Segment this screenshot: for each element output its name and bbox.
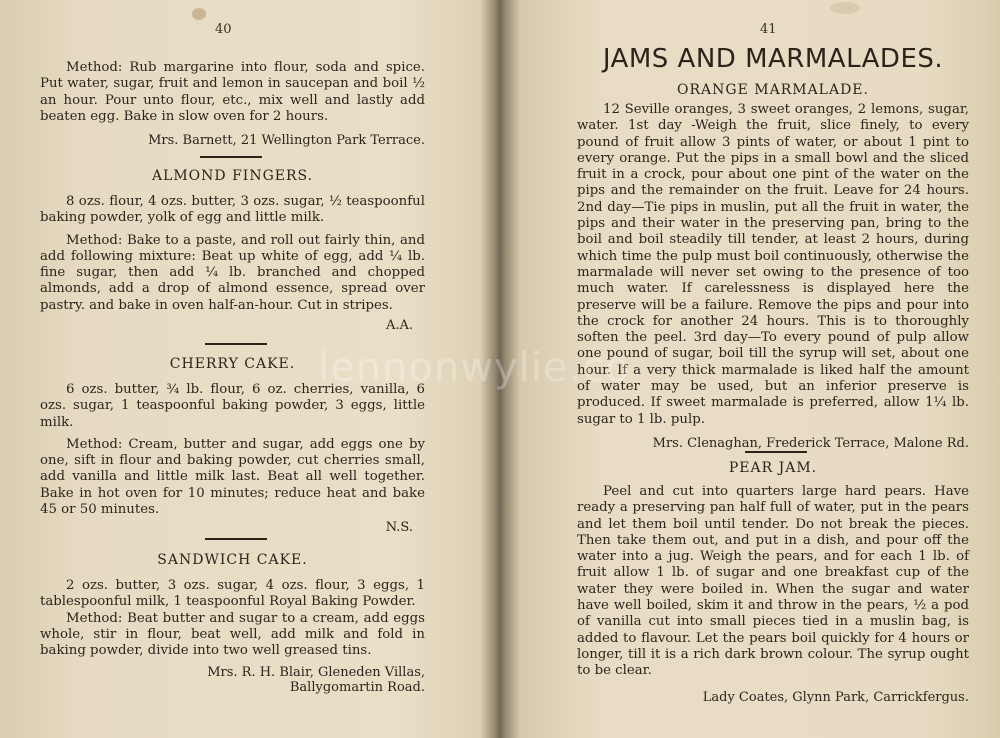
recipe-title: PEAR JAM.: [728, 460, 818, 476]
recipe-signature-line2: Ballygomartin Road.: [289, 680, 425, 696]
right-page: [505, 0, 1000, 738]
watermark: lennonwylie.co: [318, 345, 631, 391]
page-number: 41: [760, 22, 777, 37]
recipe-almond-fingers: [40, 168, 425, 333]
recipe-title: ORANGE MARMALADE.: [677, 82, 869, 98]
left-page: [0, 0, 495, 738]
recipe-signature: Mrs. R. H. Blair, Gleneden Villas,: [207, 665, 425, 681]
section-title: JAMS AND MARMALADES.: [602, 44, 944, 74]
divider: [205, 343, 267, 345]
recipe-method: Method: Beat butter and sugar to a cream, add eggs whole, stir in flour, beat well, add milk and fold in baking powder, divide into two well greased tins.: [40, 610, 425, 659]
recipe-previous: [40, 60, 425, 148]
recipe-method: Method: Cream, butter and sugar, add eggs one by one, sift in flour and baking powder, cut cherries small, add vanilla and little milk last. Beat all well together. Bake in hot oven for 10 minutes; reduce heat and bake 45 or 50 minutes.: [40, 436, 425, 518]
recipe-cherry-cake: [40, 356, 425, 535]
divider: [200, 156, 262, 158]
recipe-ingredients: 8 ozs. flour, 4 ozs. butter, 3 ozs. sugar, ½ teaspoonful baking powder, yolk of egg and little milk.: [40, 194, 425, 226]
recipe-method: Method: Bake to a paste, and roll out fairly thin, and add following mixture: Beat up white of egg, add ¼ lb. fine sugar, then add ¼ lb. branched and chopped almonds, add a drop of almond essence, spread over pastry. and bake in oven half-an-hour. Cut in stripes.: [40, 232, 425, 313]
recipe-pear-jam: [577, 460, 969, 705]
recipe-signature: A.A.: [385, 318, 413, 334]
recipe-body: Peel and cut into quarters large hard pears. Have ready a preserving pan half full of water, put in the pears and let them boil until tender. Do not break the pieces. Then take them out, and put in a dish, and pour off the water into a jug. Weigh the pears, and for each 1 lb. of fruit allow 1 lb. of sugar and one breakfast cup of the water they were boiled in. When the sugar and water have well boiled, skim it and throw in the pears, ½ a pod of vanilla cut into small pieces tied in a muslin bag, is added to flavour. Let the pears boil quickly for 4 hours or longer, till it is a rich dark brown colour. The syrup ought to be clear.: [577, 484, 969, 679]
recipe-orange-marmalade: [577, 82, 969, 451]
recipe-ingredients: 6 ozs. butter, ¾ lb. flour, 6 oz. cherries, vanilla, 6 ozs. sugar, 1 teaspoonful baking powder, 3 eggs, little milk.: [40, 382, 425, 430]
divider: [205, 538, 267, 540]
recipe-method: Method: Rub margarine into flour, soda and spice. Put water, sugar, fruit and lemon in saucepan and boil ½ an hour. Pour unto flour, etc., mix well and lastly add beaten egg. Bake in slow oven for 2 hours.: [40, 60, 425, 124]
recipe-sandwich-cake: [40, 552, 425, 695]
recipe-title: SANDWICH CAKE.: [157, 552, 308, 568]
recipe-body: 12 Seville oranges, 3 sweet oranges, 2 lemons, sugar, water. 1st day -Weigh the fruit, slice finely, to every pound of fruit allow 3 pints of water, or about 1 pint to every orange. Put the pips in a small bowl and the sliced fruit in a crock, pour about one pint of the water on the pips and the remainder on the fruit. Leave for 24 hours. 2nd day—Tie pips in muslin, put all the fruit in water, the pips and their water in the preserving pan, bring to the boil and boil steadily till tender, at least 2 hours, during which time the pulp must boil continuously, otherwise the marmalade will never set owing to the presence of too much water. If carelessness is displayed here the preserve will be a failure. Remove the pips and pour into the crock for another 24 hours. This is to thoroughly soften the peel. 3rd day—To every pound of pulp allow one pound of sugar, boil till the syrup will set, about one hour. If a very thick marmalade is liked half the amount of water may be used, but an inferior preserve is produced. If sweet marmalade is preferred, allow 1¼ lb. sugar to 1 lb. pulp.: [577, 102, 969, 427]
page-number: 40: [215, 22, 232, 37]
divider: [745, 451, 807, 453]
recipe-ingredients: 2 ozs. butter, 3 ozs. sugar, 4 ozs. flour, 3 eggs, 1 tablespoonful milk, 1 teaspoonful Royal Baking Powder.: [40, 578, 425, 610]
recipe-title: CHERRY CAKE.: [169, 356, 296, 372]
recipe-signature: N.S.: [385, 520, 413, 536]
recipe-signature: Mrs. Barnett, 21 Wellington Park Terrace.: [148, 133, 425, 149]
recipe-title: ALMOND FINGERS.: [151, 168, 314, 184]
recipe-signature: Lady Coates, Glynn Park, Carrickfergus.: [702, 689, 969, 705]
recipe-signature: Mrs. Clenaghan, Frederick Terrace, Malone Rd.: [652, 435, 969, 451]
section-header: [577, 44, 969, 74]
